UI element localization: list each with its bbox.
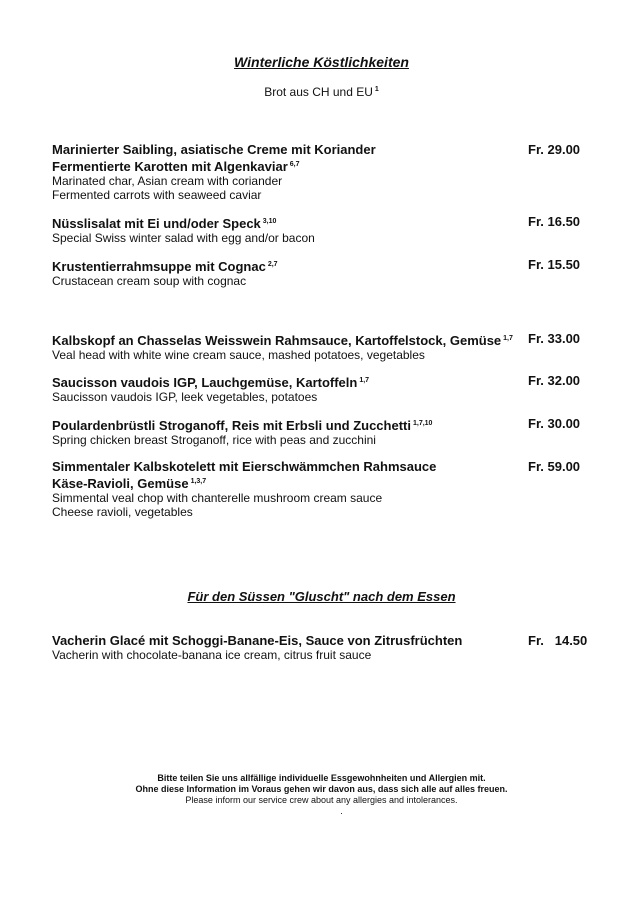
page-title: Winterliche Köstlichkeiten	[234, 54, 409, 70]
bread-text: Brot aus CH und EU	[264, 85, 373, 99]
dish-price: Fr. 15.50	[528, 257, 581, 272]
dish-price: Fr. 59.00	[528, 459, 581, 474]
footer-line: Bitte teilen Sie uns allfällige individuelle Essgewohnheiten und Allergien mit.	[157, 773, 486, 783]
menu-item	[52, 142, 612, 202]
dish-name-en: Marinated char, Asian cream with coriander	[52, 174, 283, 188]
allergen-sup: 6,7	[289, 161, 300, 168]
dessert-item	[52, 633, 612, 662]
dish-name-en: Special Swiss winter salad with egg and/or bacon	[52, 231, 315, 245]
dish-name-text: Simmentaler Kalbskotelett mit Eierschwämmchen Rahmsauce	[52, 459, 437, 474]
dish-name-text: Fermentierte Karotten mit Algenkaviar	[52, 159, 288, 174]
dish-name-text: Kalbskopf an Chasselas Weisswein Rahmsauce, Kartoffelstock, Gemüse	[52, 333, 502, 348]
bread-note	[0, 85, 643, 99]
dish-name-text: Nüsslisalat mit Ei und/oder Speck	[52, 216, 261, 231]
dish-price: Fr. 29.00	[528, 142, 581, 157]
dish-price: Fr. 33.00	[528, 331, 581, 346]
allergy-notice	[0, 773, 643, 817]
menu-item	[52, 373, 612, 404]
dish-name-de	[52, 157, 612, 174]
dish-name-de: Vacherin Glacé mit Schoggi-Banane-Eis, Sauce von Zitrusfrüchten	[52, 633, 463, 648]
dish-name-text: Poulardenbrüstli Stroganoff, Reis mit Erbsli und Zucchetti	[52, 418, 411, 433]
footer-dot: .	[340, 806, 343, 816]
allergen-sup: 1,3,7	[190, 478, 207, 485]
dish-name-en: Veal head with white wine cream sauce, mashed potatoes, vegetables	[52, 348, 425, 362]
menu-item	[52, 459, 612, 519]
dish-name-en: Spring chicken breast Stroganoff, rice with peas and zucchini	[52, 433, 376, 447]
dish-price: Fr. 30.00	[528, 416, 581, 431]
allergen-sup: 1,7,10	[412, 420, 433, 427]
dish-name-en: Crustacean cream soup with cognac	[52, 274, 247, 288]
dish-name-en: Vacherin with chocolate-banana ice cream, citrus fruit sauce	[52, 648, 372, 662]
allergen-sup: 1	[374, 86, 379, 93]
dish-price: Fr. 32.00	[528, 373, 581, 388]
dessert-heading: Für den Süssen "Gluscht" nach dem Essen	[187, 589, 456, 604]
allergen-sup: 3,10	[262, 218, 277, 225]
menu-item	[52, 416, 612, 447]
dish-name-text: Krustentierrahmsuppe mit Cognac	[52, 259, 266, 274]
menu-item	[52, 257, 612, 288]
dish-name-en: Cheese ravioli, vegetables	[52, 505, 193, 519]
footer-line: Ohne diese Information im Voraus gehen wir davon aus, dass sich alle auf alles freuen.	[135, 784, 508, 794]
dish-name-text: Marinierter Saibling, asiatische Creme mit Koriander	[52, 142, 376, 157]
menu-item	[52, 214, 612, 245]
dish-price: Fr. 16.50	[528, 214, 581, 229]
footer-line: Please inform our service crew about any allergies and intolerances.	[185, 795, 458, 805]
dish-name-text: Saucisson vaudois IGP, Lauchgemüse, Kartoffeln	[52, 375, 358, 390]
allergen-sup: 1,7	[503, 335, 513, 342]
menu-item	[52, 331, 612, 362]
allergen-sup: 2,7	[267, 261, 278, 268]
dish-price: Fr. 14.50	[528, 633, 588, 648]
dish-name-en: Saucisson vaudois IGP, leek vegetables, potatoes	[52, 390, 318, 404]
dish-name-de	[52, 474, 612, 491]
dish-name-en: Simmental veal chop with chanterelle mushroom cream sauce	[52, 491, 383, 505]
dish-name-en: Fermented carrots with seaweed caviar	[52, 188, 262, 202]
allergen-sup: 1,7	[359, 377, 370, 384]
dish-name-text: Käse-Ravioli, Gemüse	[52, 476, 189, 491]
